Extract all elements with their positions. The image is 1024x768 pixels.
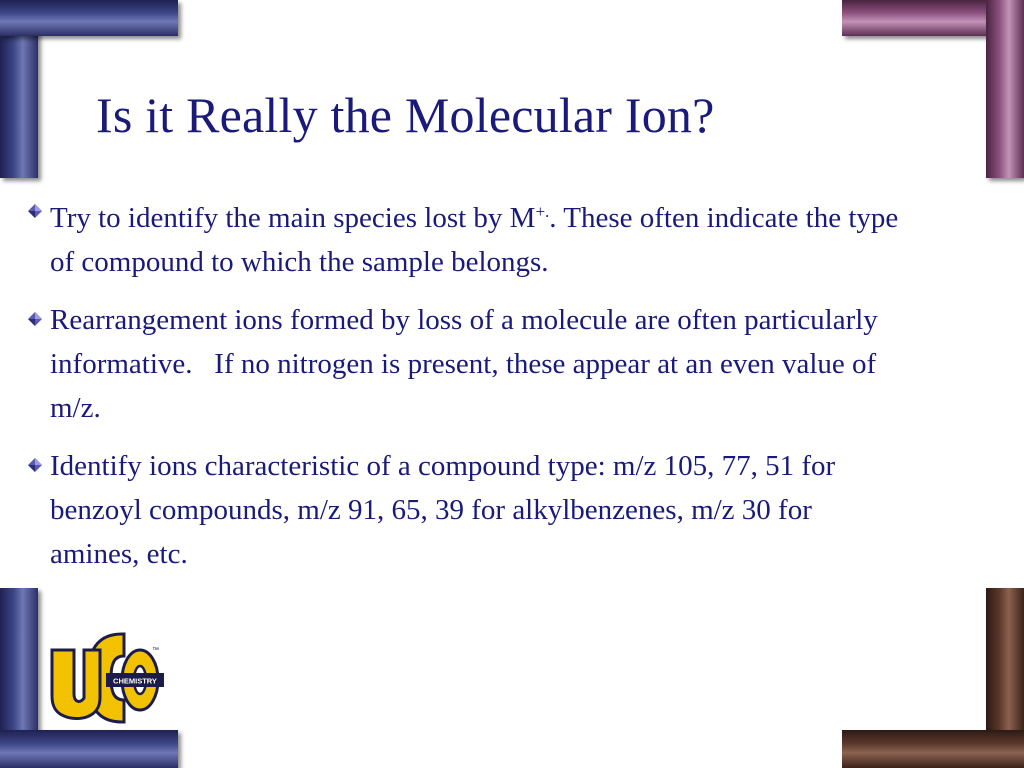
frame-top-right-vertical xyxy=(986,0,1024,178)
bullet-text-part: Try to identify the main species lost by M xyxy=(50,202,536,234)
frame-top-left-horizontal xyxy=(0,0,178,36)
bullet-text: Identify ions characteristic of a compound type: m/z 105, 77, 51 for benzoyl compounds, m/z 91, 65, 39 for alkylbenzenes, m/z 30 for amines, etc. xyxy=(50,450,836,570)
bullet-list xyxy=(26,190,906,590)
frame-bottom-left-horizontal xyxy=(0,730,178,768)
bullet-superscript: +. xyxy=(535,202,550,221)
uco-chemistry-logo xyxy=(48,628,168,728)
bullet-item xyxy=(26,444,906,576)
bullet-text: Rearrangement ions formed by loss of a molecule are often particularly informative. If no nitrogen is present, these appear at an even value of m/z. xyxy=(50,304,886,424)
diamond-bullet-icon xyxy=(28,204,42,218)
bullet-item xyxy=(26,190,906,284)
frame-bottom-right-horizontal xyxy=(842,730,1024,768)
logo-tm: ™ xyxy=(152,647,159,654)
logo-band-text: CHEMISTRY xyxy=(113,676,157,686)
diamond-bullet-icon xyxy=(28,312,42,326)
diamond-bullet-icon xyxy=(28,458,42,472)
bullet-item xyxy=(26,298,906,430)
slide-title: Is it Really the Molecular Ion? xyxy=(96,87,715,143)
bullet-text-part: . These often indicate the type of compound to which the sample belongs. xyxy=(50,202,899,278)
